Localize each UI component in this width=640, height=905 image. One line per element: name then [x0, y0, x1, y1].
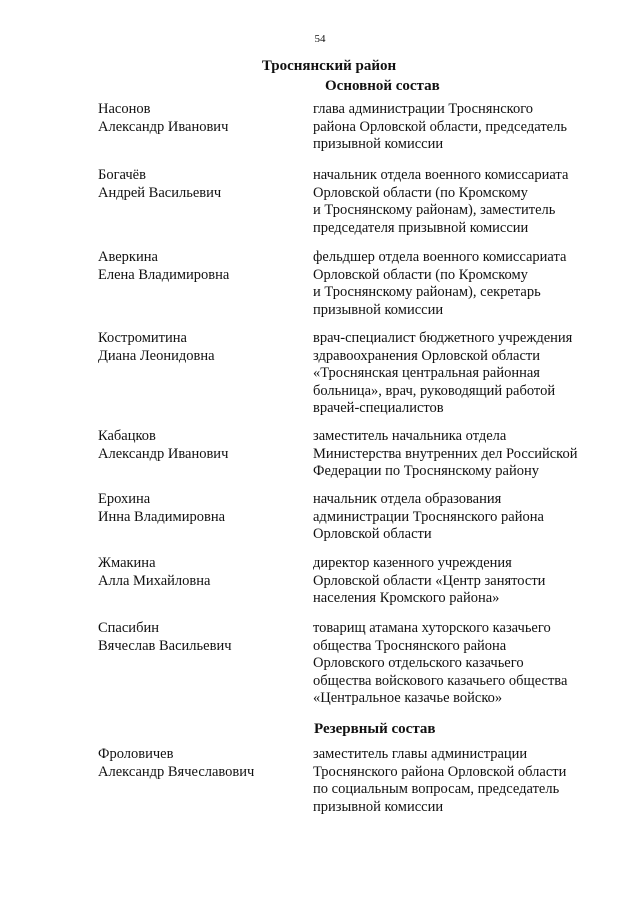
member-name: Кабацков Александр Иванович	[98, 428, 229, 462]
member-role: начальник отдела военного комиссариата Орловской области (по Кромскому и Троснянскому районам), заместитель председателя призывной комиссии	[313, 167, 569, 236]
member-name: Спасибин Вячеслав Васильевич	[98, 620, 232, 654]
member-role: глава администрации Троснянского района Орловской области, председатель призывной комиссии	[313, 101, 567, 152]
page-number: 54	[314, 33, 326, 45]
member-name: Фроловичев Александр Вячеславович	[98, 746, 255, 780]
member-name: Жмакина Алла Михайловна	[98, 555, 211, 589]
member-name: Аверкина Елена Владимировна	[98, 249, 230, 283]
main-section-title: Основной состав	[325, 78, 440, 94]
member-role: товарищ атамана хуторского казачьего общества Троснянского района Орловского отдельского казачьего общества войскового казачьего общества «Центральное казачье войско»	[313, 620, 568, 706]
reserve-section-title: Резервный состав	[314, 721, 436, 737]
member-role: директор казенного учреждения Орловской области «Центр занятости населения Кромского района»	[313, 555, 546, 606]
member-name: Ерохина Инна Владимировна	[98, 491, 226, 525]
member-name: Насонов Александр Иванович	[98, 101, 229, 135]
member-role: фельдшер отдела военного комиссариата Орловской области (по Кромскому и Троснянскому районам), секретарь призывной комиссии	[313, 249, 567, 318]
member-name: Костромитина Диана Леонидовна	[98, 330, 215, 364]
district-title: Троснянский район	[261, 58, 397, 74]
member-role: начальник отдела образования администрации Троснянского района Орловской области	[313, 491, 544, 542]
member-role: врач-специалист бюджетного учреждения здравоохранения Орловской области «Троснянская центральная районная больница», врач, руководящий работой врачей-специалистов	[313, 330, 573, 416]
member-role: заместитель начальника отдела Министерства внутренних дел Российской Федерации по Троснянскому району	[313, 428, 578, 479]
member-role: заместитель главы администрации Троснянского района Орловской области по социальным вопросам, председатель призывной комиссии	[313, 746, 567, 815]
member-name: Богачёв Андрей Васильевич	[98, 167, 222, 201]
